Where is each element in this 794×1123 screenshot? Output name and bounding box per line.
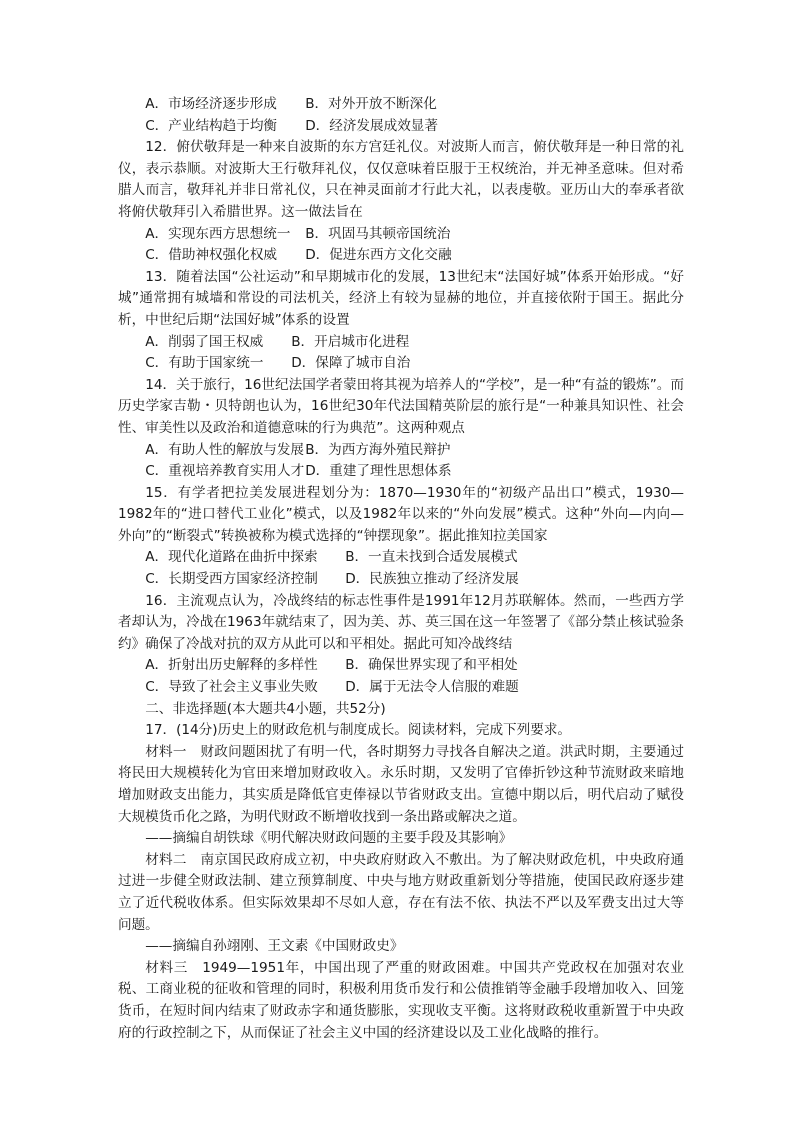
q16-option-c: C．导致了社会主义事业失败 bbox=[145, 679, 318, 696]
q13-stem: 13．随着法国“公社运动”和早期城市化的发展，13世纪末“法国好城”体系开始形成。“好城”通常拥有城墙和常设的司法机关，经济上有较为显赫的地位，并直接依附于国王。据此分析，中世纪后期“法国好城”体系的设置 bbox=[118, 268, 684, 328]
q13-option-b: B．开启城市化进程 bbox=[291, 333, 410, 350]
q14-option-b: B．为西方海外殖民辩护 bbox=[305, 441, 451, 458]
q17-material-1-source: ——摘编自胡铁球《明代解决财政问题的主要手段及其影响》 bbox=[145, 830, 513, 847]
q17-material-2-source: ——摘编自孙翊刚、王文素《中国财政史》 bbox=[145, 938, 404, 955]
q12-options-row-2 bbox=[118, 245, 684, 267]
q12-option-d: D．促进东西方文化交融 bbox=[305, 247, 452, 264]
q16-option-d: D．属于无法令人信服的难题 bbox=[345, 679, 519, 696]
q17-material-1: 材料一 财政问题困扰了有明一代，各时期努力寻找各自解决之道。洪武时期，主要通过将民田大规模转化为官田来增加财政收入。永乐时期，又发明了官俸折钞这种节流财政来暗地增加财政支出能力，其实质是降低官吏俸禄以节省财政支出。宣德中期以后，明代启动了赋役大规模货币化之路，为明代财政不断增收找到一条出路或解决之道。 bbox=[118, 743, 684, 825]
q16-stem: 16．主流观点认为，冷战终结的标志性事件是1991年12月苏联解体。然而，一些西方学者却认为，冷战在1963年就结束了，因为美、苏、英三国在这一年签署了《部分禁止核试验条约》确保了冷战对抗的双方从此可以和平相处。据此可知冷战终结 bbox=[118, 592, 684, 652]
q15-option-b: B．一直未找到合适发展模式 bbox=[345, 549, 518, 566]
q14-options-row-1 bbox=[118, 440, 684, 462]
q13-option-a: A．削弱了国王权威 bbox=[145, 333, 264, 350]
q15-stem: 15．有学者把拉美发展进程划分为：1870—1930年的“初级产品出口”模式，1930—1982年的“进口替代工业化”模式，以及1982年以来的“外向发展”模式。这种“外向—内向—外向”的“断裂式”转换被称为模式选择的“钟摆现象”。据此推知拉美国家 bbox=[118, 484, 684, 544]
exam-page bbox=[118, 94, 684, 1044]
q17-stem: 17．(14分)历史上的财政危机与制度成长。阅读材料，完成下列要求。 bbox=[145, 722, 572, 739]
q11-option-d: D．经济发展成效显著 bbox=[305, 117, 438, 134]
q16-option-b: B．确保世界实现了和平相处 bbox=[345, 657, 518, 674]
q12-option-c: C．借助神权强化权威 bbox=[145, 247, 278, 264]
q14-option-a: A．有助人性的解放与发展 bbox=[145, 441, 305, 458]
q13-option-d: D．保障了城市自治 bbox=[291, 355, 411, 372]
q14-option-c: C．重视培养教育实用人才 bbox=[145, 463, 305, 480]
q17-material-3: 材料三 1949—1951年，中国出现了严重的财政困难。中国共产党政权在加强对农业税、工商业税的征收和管理的同时，积极利用货币发行和公债推销等金融手段增加收入、回笼货币，在短时间内结束了财政赤字和通货膨胀，实现收支平衡。这将财政税收重新置于中央政府的行政控制之下，从而保证了社会主义中国的经济建设以及工业化战略的推行。 bbox=[118, 959, 684, 1041]
q14-option-d: D．重建了理性思想体系 bbox=[305, 463, 452, 480]
q11-options-row-2 bbox=[118, 116, 684, 138]
q11-options-row-1 bbox=[118, 94, 684, 116]
q11-option-a: A．市场经济逐步形成 bbox=[145, 96, 277, 112]
q12-stem: 12．俯伏敬拜是一种来自波斯的东方宫廷礼仪。对波斯人而言，俯伏敬拜是一种日常的礼仪，表示恭顺。对波斯大王行敬拜礼仪，仅仅意味着臣服于王权统治，并无神圣意味。但对希腊人而言，敬拜礼并非日常礼仪，只在神灵面前才行此大礼，以表虔敬。亚历山大的奉承者欲将俯伏敬拜引入希腊世界。这一做法旨在 bbox=[118, 139, 684, 220]
q17-material-2: 材料二 南京国民政府成立初，中央政府财政入不敷出。为了解决财政危机，中央政府通过进一步健全财政法制、建立预算制度、中央与地方财政重新划分等措施，使国民政府逐步建立了近代税收体系。但实际效果却不尽如人意，存在有法不依、执法不严以及军费支出过大等问题。 bbox=[118, 851, 684, 933]
q13-option-c: C．有助于国家统一 bbox=[145, 355, 264, 372]
q15-options-row-2 bbox=[118, 569, 684, 591]
q11-option-c: C．产业结构趋于均衡 bbox=[145, 117, 278, 134]
q13-options-row-1 bbox=[118, 332, 684, 354]
q16-options-row-1 bbox=[118, 655, 684, 677]
q11-option-b: B．对外开放不断深化 bbox=[305, 96, 437, 112]
q14-options-row-2 bbox=[118, 461, 684, 483]
q12-options-row-1 bbox=[118, 224, 684, 246]
q15-option-a: A．现代化道路在曲折中探索 bbox=[145, 549, 318, 566]
q15-option-c: C．长期受西方国家经济控制 bbox=[145, 571, 318, 588]
section-heading: 二、非选择题(本大题共4小题，共52分) bbox=[145, 700, 386, 717]
q13-options-row-2 bbox=[118, 353, 684, 375]
q15-option-d: D．民族独立推动了经济发展 bbox=[345, 571, 519, 588]
q15-options-row-1 bbox=[118, 547, 684, 569]
q16-option-a: A．折射出历史解释的多样性 bbox=[145, 657, 318, 674]
q12-option-a: A．实现东西方思想统一 bbox=[145, 225, 291, 242]
q12-option-b: B．巩固马其顿帝国统治 bbox=[305, 225, 451, 242]
q14-stem: 14．关于旅行，16世纪法国学者蒙田将其视为培养人的“学校”，是一种“有益的锻炼”。而历史学家吉勒・贝特朗也认为，16世纪30年代法国精英阶层的旅行是“一种兼具知识性、社会性、审美性以及政治和道德意味的行为典范”。这两种观点 bbox=[118, 376, 684, 436]
q16-options-row-2 bbox=[118, 677, 684, 699]
